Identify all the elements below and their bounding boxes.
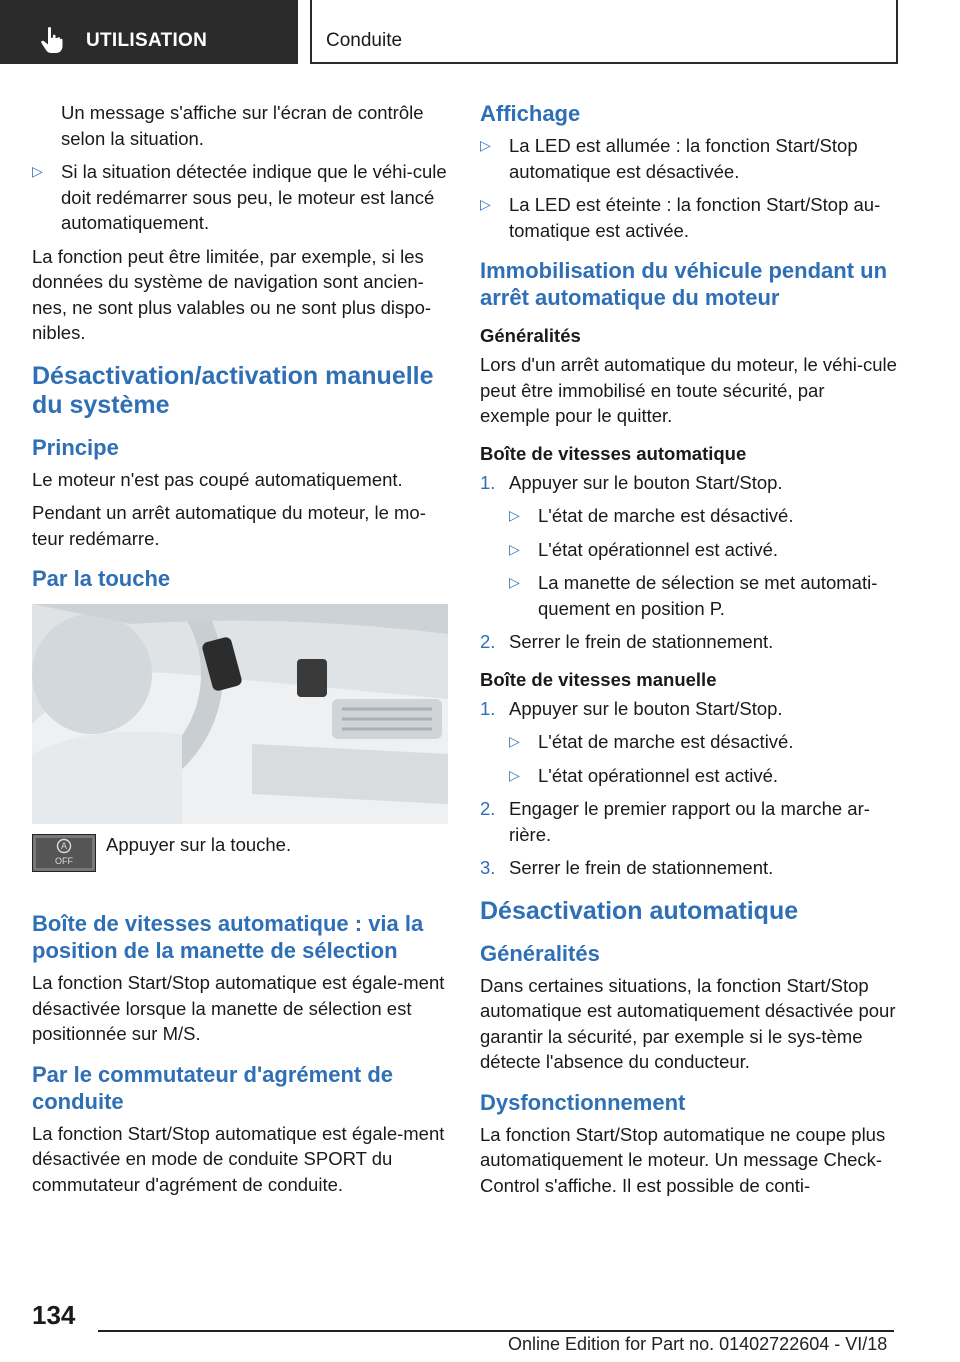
paragraph: Le moteur n'est pas coupé automatiquement. <box>32 468 403 490</box>
paragraph: La fonction Start/Stop automatique est égale-ment désactivée en mode de conduite SPORT du commutateur d'agrément de conduite. <box>32 1122 445 1195</box>
bullet-marker: ▷ <box>509 540 520 557</box>
list-item-text: Si la situation détectée indique que le véhi-cule doit redémarrer sous peu, le moteur est lancé automatiquement. <box>61 161 447 233</box>
minor-heading: Boîte de vitesses automatique <box>480 442 747 464</box>
paragraph: La fonction Start/Stop automatique ne coupe plus automatiquement le moteur. Un message Check-Control s'affiche. Il est possible de conti- <box>480 1123 886 1196</box>
list-item-text: L'état opérationnel est activé. <box>538 538 779 560</box>
bullet-marker: ▷ <box>32 163 43 179</box>
subsection-heading: Généralités <box>480 940 600 966</box>
section-title: UTILISATION <box>86 30 208 51</box>
svg-text:A: A <box>60 841 68 851</box>
subsection-heading: Par la touche <box>32 566 171 591</box>
dashboard-illustration <box>32 604 448 824</box>
list-item-text: La manette de sélection se met automati-quement en position P. <box>538 572 878 619</box>
step-number: 2. <box>480 798 496 819</box>
list-item <box>480 855 898 881</box>
bullet-marker: ▷ <box>480 137 491 153</box>
list-item <box>480 470 898 496</box>
step-number: 1. <box>480 471 496 493</box>
paragraph: Dans certaines situations, la fonction Start/Stop automatique est automatiquement désactivée pour garantir la sécurité, par exemple si le sys-tème détecte l'absence du conducteur. <box>480 974 896 1072</box>
button-icon-text: OFF <box>55 856 73 866</box>
dashboard-photo <box>32 604 448 824</box>
list-item-text: Appuyer sur le bouton Start/Stop. <box>509 471 783 493</box>
paragraph: Lors d'un arrêt automatique du moteur, le véhi-cule peut être immobilisé en toute sécurité, par exemple pour le quitter. <box>480 354 897 426</box>
auto-start-stop-off-icon <box>32 834 96 872</box>
list-item <box>480 192 898 243</box>
section-heading: Désactivation automatique <box>480 896 799 925</box>
list-item <box>480 763 898 789</box>
footer-divider <box>98 1330 894 1332</box>
step-number: 1. <box>480 697 496 719</box>
list-item <box>480 537 898 563</box>
subsection-heading: Principe <box>32 434 119 460</box>
minor-heading: Boîte de vitesses manuelle <box>480 668 717 690</box>
list-item <box>480 629 898 655</box>
bullet-marker: ▷ <box>509 733 520 749</box>
page-number: 134 <box>32 1300 76 1330</box>
list-item-text: Appuyer sur le bouton Start/Stop. <box>509 697 783 719</box>
right-column <box>480 100 898 1206</box>
a-circle-icon <box>47 838 81 854</box>
list-item <box>480 503 898 529</box>
list-item-text: Engager le premier rapport ou la marche ar-rière. <box>509 798 870 845</box>
subsection-heading: Par le commutateur d'agrément de conduite <box>32 1061 394 1114</box>
bullet-marker: ▷ <box>480 196 491 212</box>
list-item-text: L'état de marche est désactivé. <box>538 731 794 752</box>
list-item <box>32 159 450 236</box>
section-tab <box>0 0 298 64</box>
hand-pointer-icon <box>40 26 64 54</box>
list-item-text: L'état de marche est désactivé. <box>538 505 794 526</box>
section-heading: Désactivation/activation manuelle du système <box>32 361 434 419</box>
minor-heading: Généralités <box>480 325 581 346</box>
paragraph: La fonction peut être limitée, par exemple, si les données du système de navigation sont ancien-nes, ne sont plus valables ou ne sont plus dispo-nibles. <box>32 245 432 343</box>
list-item-text: L'état opérationnel est activé. <box>538 764 779 786</box>
list-item <box>480 696 898 722</box>
footer-edition: Online Edition for Part no. 01402722604 - VI/18 <box>508 1334 888 1354</box>
subsection-heading: Affichage <box>480 101 581 126</box>
subsection-heading: Immobilisation du véhicule pendant un arrêt automatique du moteur <box>480 258 888 310</box>
paragraph: La fonction Start/Stop automatique est égale-ment désactivée lorsque la manette de sélection est positionnée sur M/S. <box>32 972 445 1044</box>
list-item-text: Serrer le frein de stationnement. <box>509 631 774 652</box>
paragraph: Pendant un arrêt automatique du moteur, le mo-teur redémarre. <box>32 502 426 549</box>
bullet-marker: ▷ <box>509 574 520 590</box>
list-item-text: La LED est éteinte : la fonction Start/Stop au-tomatique est activée. <box>509 194 881 241</box>
list-item <box>480 796 898 847</box>
bullet-marker: ▷ <box>509 766 520 783</box>
list-item-text: Serrer le frein de stationnement. <box>509 857 774 878</box>
bullet-marker: ▷ <box>509 507 520 523</box>
button-caption: Appuyer sur la touche. <box>106 834 292 855</box>
list-item <box>480 729 898 755</box>
step-number: 3. <box>480 857 496 878</box>
topic-title: Conduite <box>326 30 403 51</box>
topic-header <box>310 0 898 64</box>
left-column <box>32 100 450 1205</box>
button-caption-row <box>32 834 450 896</box>
list-item <box>480 133 898 184</box>
intro-text: Un message s'affiche sur l'écran de contrôle selon la situation. <box>61 102 424 149</box>
subsection-heading: Dysfonctionnement <box>480 1089 686 1115</box>
list-item-text: La LED est allumée : la fonction Start/Stop automatique est désactivée. <box>509 135 858 182</box>
subsection-heading: Boîte de vitesses automatique : via la position de la manette de sélection <box>32 911 424 963</box>
list-item <box>480 570 898 621</box>
step-number: 2. <box>480 631 496 652</box>
